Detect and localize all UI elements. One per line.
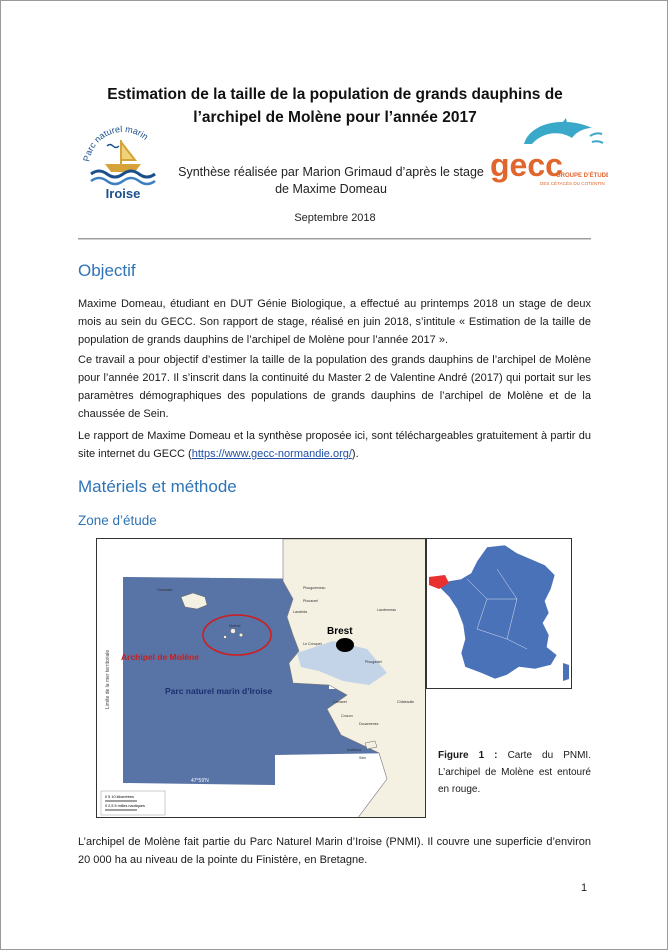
parc-label: Parc naturel marin d’Iroise [165, 686, 273, 696]
subtitle-line-1: Synthèse réalisée par Marion Grimaud d’après le stage [178, 165, 484, 179]
gecc-website-link[interactable]: https://www.gecc-normandie.org/ [191, 448, 352, 460]
header-divider [78, 238, 591, 240]
page-number: 1 [581, 882, 588, 894]
france-mainland [439, 545, 557, 679]
figure-caption [438, 747, 591, 798]
svg-text:Parc naturel marin: Parc naturel marin [81, 123, 151, 163]
document-subtitle [171, 164, 491, 198]
map-place-label: Camaret [333, 700, 347, 704]
map-place-label: Landerneau [377, 608, 397, 612]
objectif-paragraph-3 [78, 427, 591, 463]
svg-text:gecc: gecc [490, 147, 563, 183]
corsica [563, 663, 569, 681]
document-date: Septembre 2018 [294, 212, 376, 224]
map-place-label: Le Conquet [303, 642, 322, 646]
map-place-label: Ouessant [157, 588, 173, 592]
materiels-heading: Matériels et méthode [78, 477, 237, 496]
brest-label: Brest [327, 626, 353, 637]
map-scale-bar [101, 791, 165, 815]
archipel-label: Archipel de Molène [121, 652, 199, 662]
map-place-label: Audierne [347, 748, 362, 752]
map-place-label: Crozon [341, 714, 353, 718]
map-place-label: Molène [229, 624, 241, 628]
svg-text:DES CÉTACÉS DU COTENTIN: DES CÉTACÉS DU COTENTIN [540, 181, 605, 186]
france-inset-map [426, 538, 572, 689]
pnmi-map [96, 538, 426, 818]
objectif-heading: Objectif [78, 261, 136, 280]
latitude-label-2: 47°59'N [191, 778, 209, 784]
map-place-label: Sein [359, 756, 367, 760]
territorial-limit-label: Limite de la mer territoriale [105, 649, 111, 709]
map-place-label: Douarnenez [359, 722, 379, 726]
map-place-label: Plougastel [365, 660, 382, 664]
subtitle-line-2: de Maxime Domeau [275, 182, 387, 196]
figure-label: Figure 1 : [438, 750, 498, 761]
svg-text:0 2,5 5 milles nautiques: 0 2,5 5 milles nautiques [105, 804, 145, 808]
document-title [41, 83, 629, 129]
svg-text:0 5 10 kilomètres: 0 5 10 kilomètres [105, 795, 134, 799]
map-place-label: Plouarzel [303, 599, 318, 603]
svg-text:Iroise: Iroise [105, 186, 141, 201]
paragraph-3-text-after: ). [351, 448, 359, 460]
map-place-label: Landéda [293, 610, 307, 614]
map-place-label: Châteaulin [397, 700, 415, 704]
latitude-label-1: 48°31'N [209, 574, 227, 580]
molene-island [231, 629, 236, 634]
objectif-paragraph-1: Maxime Domeau, étudiant en DUT Génie Biologique, a effectué au printemps 2018 un stage de deux mois au sein du GECC. Son rapport de stage, réalisé en juin 2018, s’intitule « Estimation de la taille de population de grands dauphins de l’archipel de Molène pour l’année 2017 ». [78, 298, 591, 346]
figure-caption-text: Carte du PNMI. L’archipel de Molène est entouré en rouge. [438, 750, 591, 795]
title-line-1: Estimation de la taille de la population de grands dauphins de [107, 86, 563, 103]
objectif-paragraph-2: Ce travail a pour objectif d’estimer la taille de la population des grands dauphins de l’archipel de Molène pour l’année 2017. Il s’inscrit dans la continuité du Master 2 de Valentine André (2017) qui portait sur les paramètres démographiques des populations de grands dauphins de l’archipel de Molène et de la chaussée de Sein. [78, 354, 591, 420]
brest-marker [336, 638, 354, 652]
title-line-2: l’archipel de Molène pour l’année 2017 [193, 109, 477, 126]
map-place-label: Plouguerneau [303, 586, 326, 590]
paragraph-3-text-before: Le rapport de Maxime Domeau et la synthèse proposée ici, sont téléchargeables gratuitement à partir du site internet du GECC ( [78, 430, 591, 460]
svg-text:GROUPE D’ÉTUDE: GROUPE D’ÉTUDE [556, 173, 608, 179]
zone-etude-subheading: Zone d’étude [78, 513, 157, 528]
closing-paragraph: L’archipel de Molène fait partie du Parc Naturel Marin d’Iroise (PNMI). Il couvre une superficie d’environ 20 000 ha au niveau de la pointe du Finistère, en Bretagne. [78, 836, 591, 866]
